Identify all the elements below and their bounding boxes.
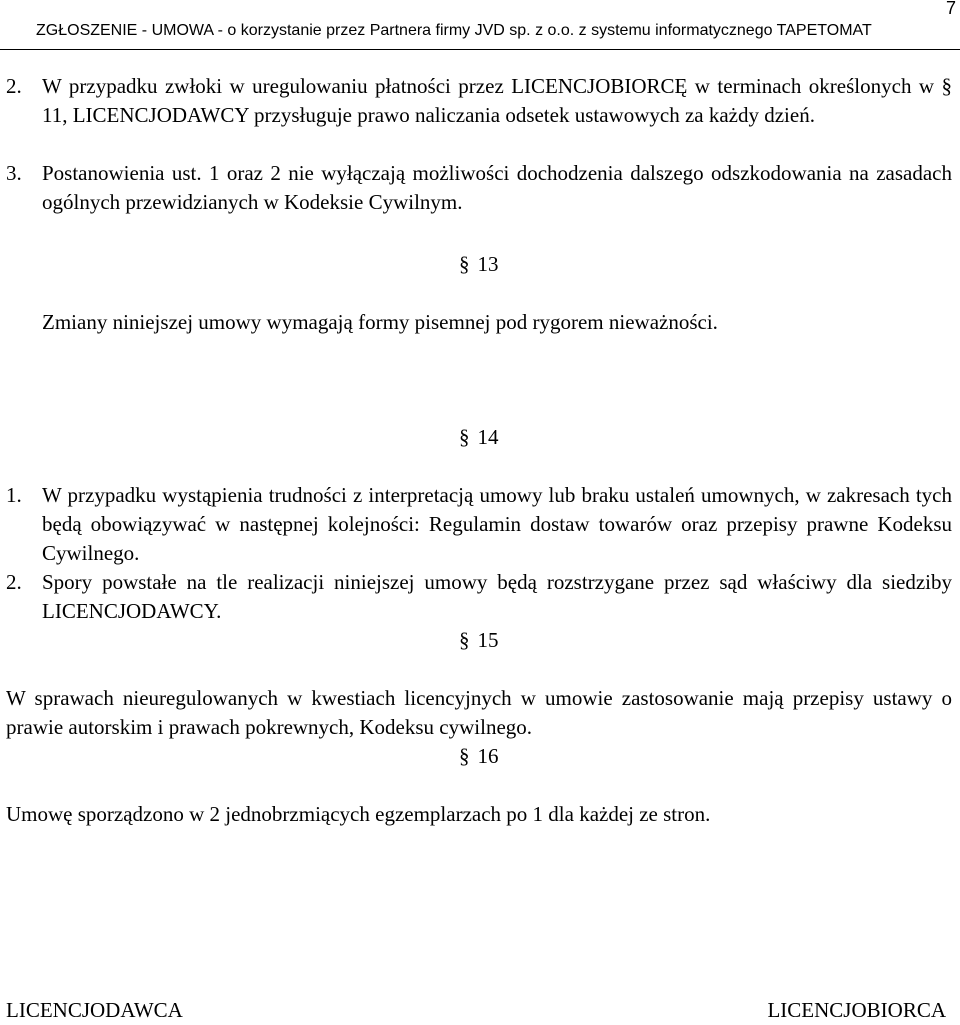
signature-licensor: LICENCJODAWCA (6, 998, 183, 1022)
paragraph-sign: § (459, 252, 470, 276)
section-14-item-1 (6, 481, 952, 568)
item-text: W przypadku wystąpienia trudności z interpretacją umowy lub braku ustaleń umownych, w zakresach tych będą obowiązywać w następnej kolejności: Regulamin dostaw towarów oraz przepisy prawne Kodeksu Cywilnego. (42, 483, 952, 565)
paragraph-sign: § (459, 628, 470, 652)
paragraph-sign: § (459, 744, 470, 768)
section-14-item-2 (6, 568, 952, 626)
section-number: 16 (477, 744, 499, 768)
section-13-heading (459, 250, 499, 279)
section-12-item-2 (6, 72, 952, 130)
item-text: Spory powstałe na tle realizacji niniejszej umowy będą rozstrzygane przez sąd właściwy dla siedziby LICENCJODAWCY. (42, 570, 952, 623)
section-15-heading (459, 626, 499, 655)
header-divider (0, 49, 960, 50)
section-15-text: W sprawach nieuregulowanych w kwestiach licencyjnych w umowie zastosowanie mają przepisy ustawy o prawie autorskim i prawach pokrewnych, Kodeksu cywilnego. (6, 686, 952, 739)
section-number: 13 (477, 252, 499, 276)
section-number: 14 (477, 425, 499, 449)
page-number: 7 (945, 0, 956, 18)
signature-licensee: LICENCJOBIORCA (767, 998, 946, 1022)
section-16-text: Umowę sporządzono w 2 jednobrzmiących egzemplarzach po 1 dla każdej ze stron. (6, 802, 711, 826)
item-number: 2. (6, 74, 22, 98)
section-14-heading (459, 423, 499, 452)
section-12-item-3 (6, 159, 952, 217)
section-13-text: Zmiany niniejszej umowy wymagają formy pisemnej pod rygorem nieważności. (42, 310, 718, 334)
item-number: 2. (6, 570, 22, 594)
header-title: ZGŁOSZENIE - UMOWA - o korzystanie przez Partnera firmy JVD sp. z o.o. z systemu informatycznego TAPETOMAT (36, 22, 872, 39)
item-text: Postanowienia ust. 1 oraz 2 nie wyłączają możliwości dochodzenia dalszego odszkodowania na zasadach ogólnych przewidzianych w Kodeksie Cywilnym. (42, 161, 952, 214)
section-number: 15 (477, 628, 499, 652)
item-text: W przypadku zwłoki w uregulowaniu płatności przez LICENCJOBIORCĘ w terminach określonych w § 11, LICENCJODAWCY przysługuje prawo naliczania odsetek ustawowych za każdy dzień. (42, 74, 952, 127)
paragraph-sign: § (459, 425, 470, 449)
section-16-heading (459, 742, 499, 771)
item-number: 1. (6, 483, 22, 507)
item-number: 3. (6, 161, 22, 185)
